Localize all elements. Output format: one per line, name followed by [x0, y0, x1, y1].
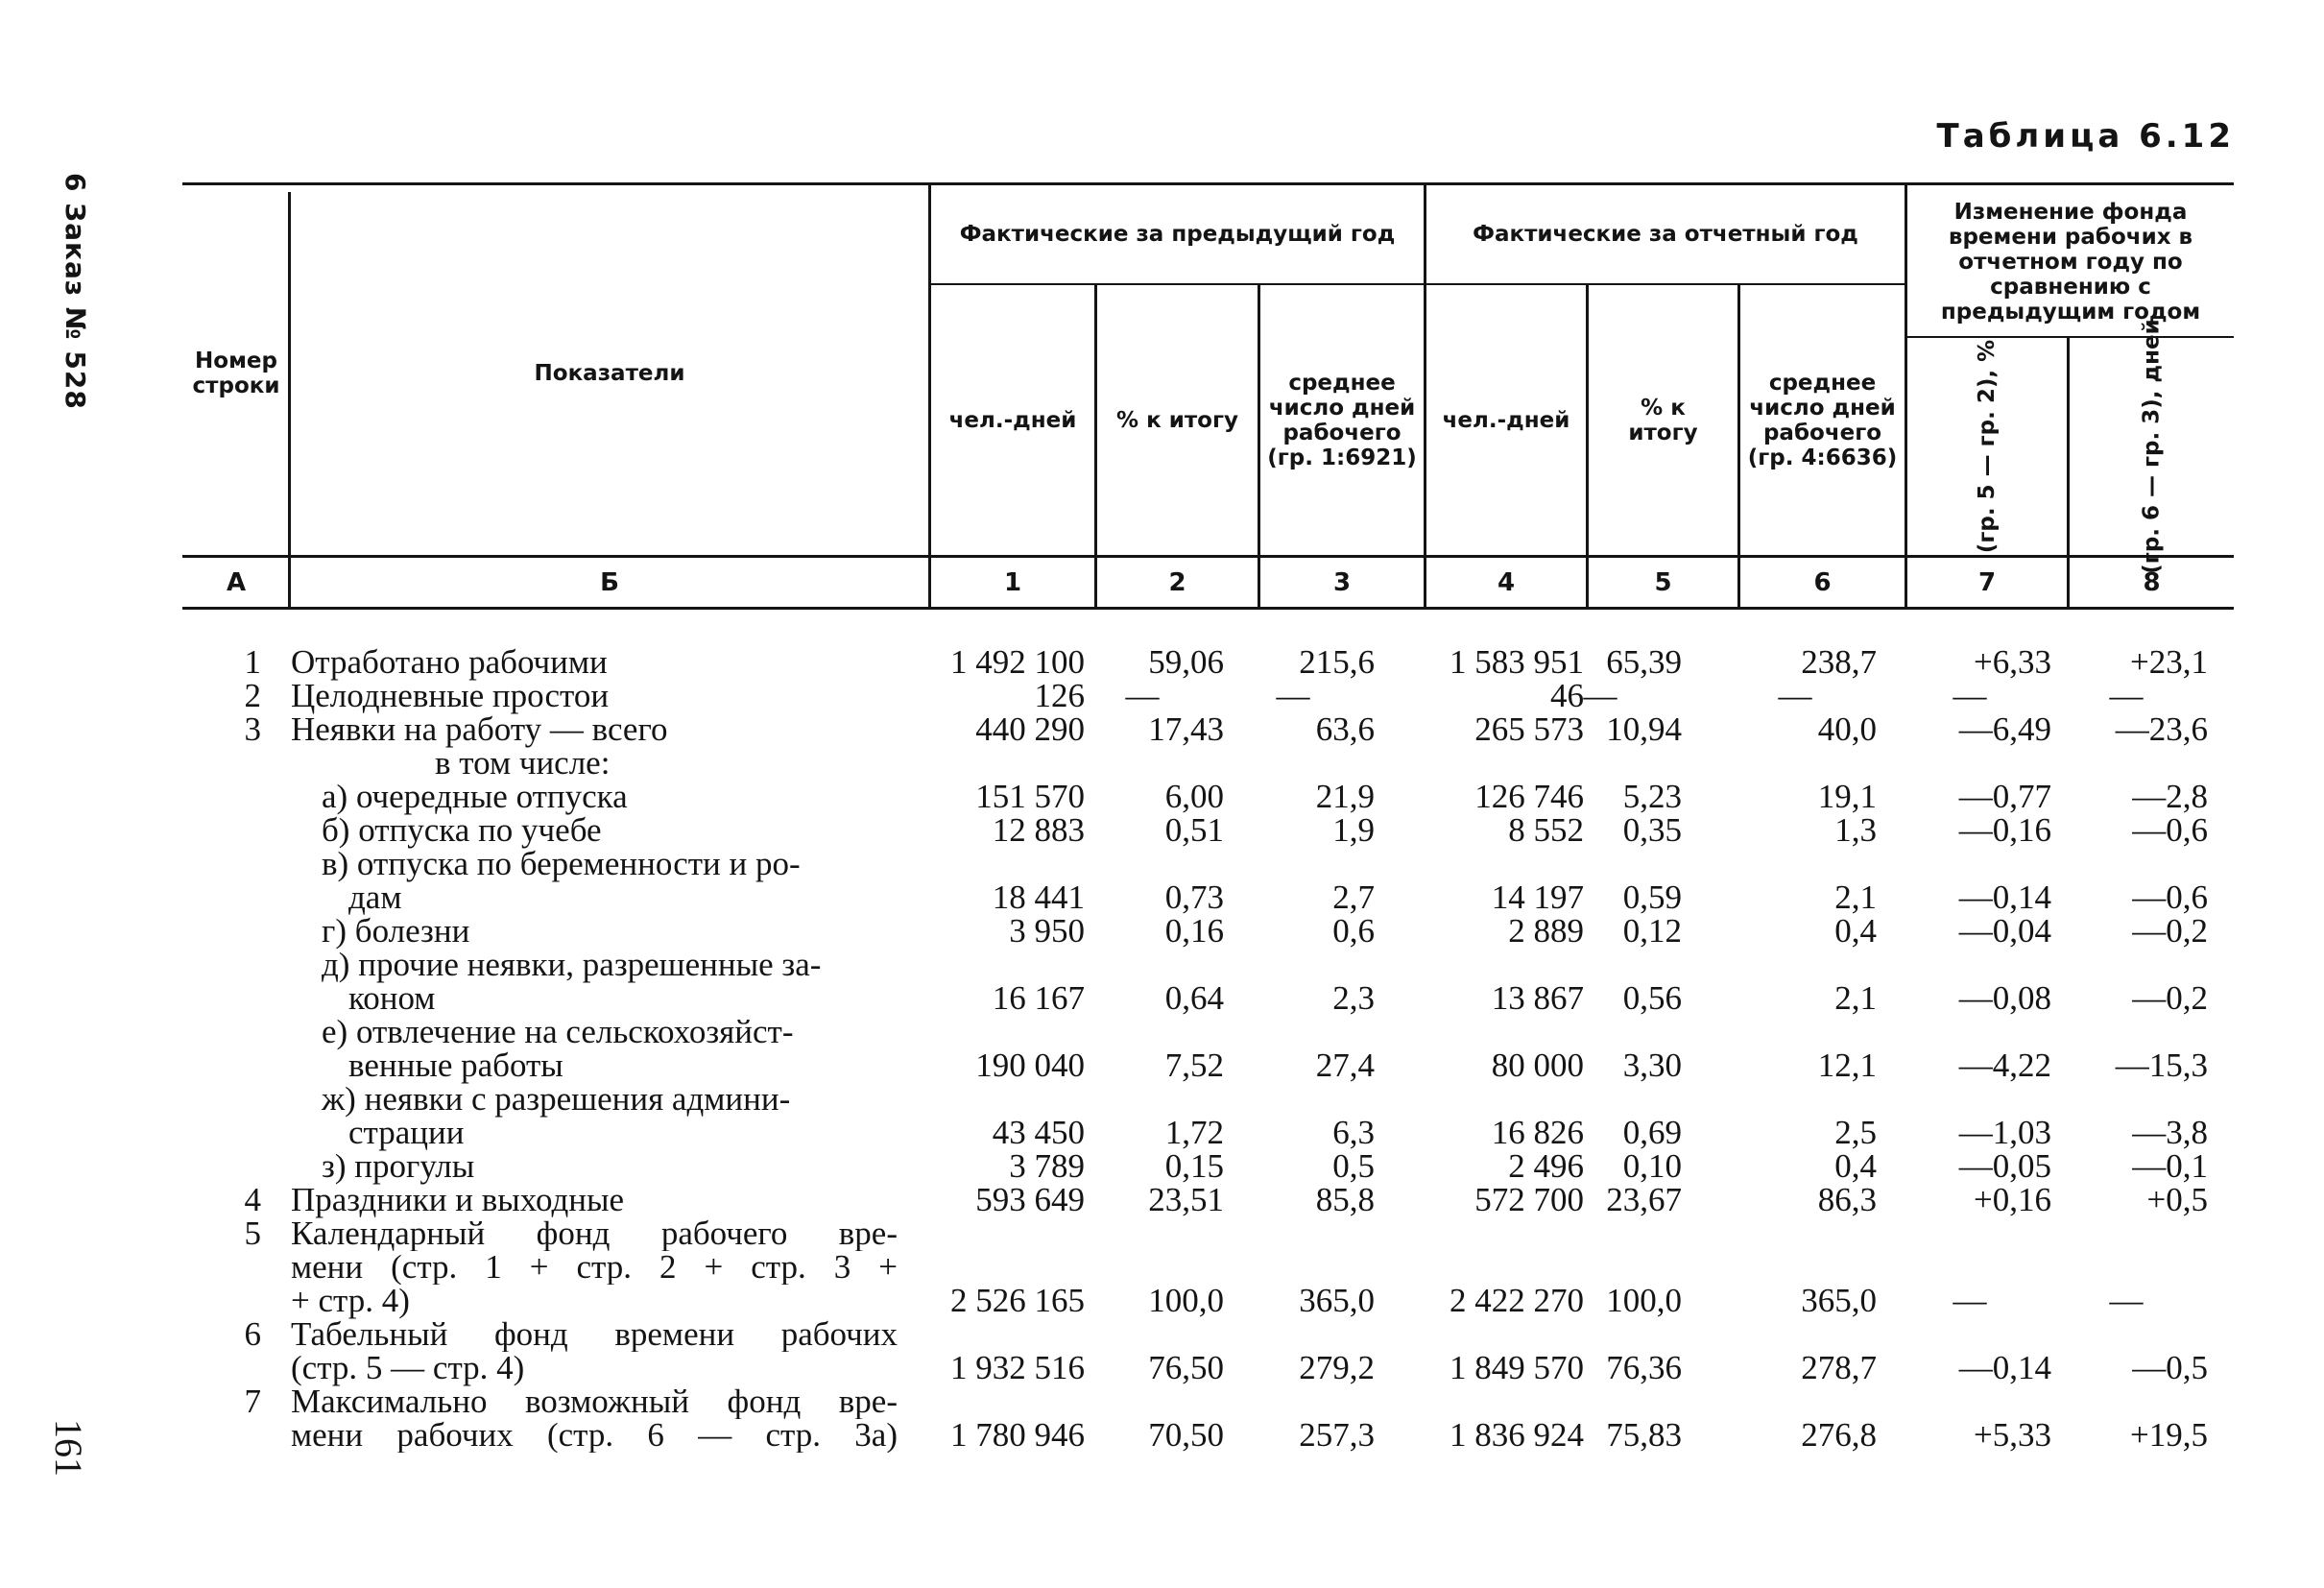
table-cell: 8 552: [1508, 811, 1584, 849]
table-cell: —: [1125, 677, 1160, 714]
table-cell: 43 450: [992, 1114, 1085, 1151]
table-cell: 0,4: [1834, 1147, 1877, 1185]
table-cell: 85,8: [1315, 1181, 1375, 1218]
table-cell: 1,9: [1332, 811, 1375, 849]
table-cell: 86,3: [1817, 1181, 1877, 1218]
table-cell: +5,33: [1974, 1416, 2051, 1454]
table-cell: 23,67: [1606, 1181, 1682, 1218]
table-cell: —23,6: [2115, 710, 2208, 748]
table-cell: +19,5: [2130, 1416, 2208, 1454]
table-cell: —: [1953, 677, 1987, 714]
table-cell: —2,8: [2132, 778, 2208, 815]
table-cell: 1 492 100: [950, 643, 1085, 681]
table-cell: 593 649: [975, 1181, 1085, 1218]
table-cell: +0,5: [2146, 1181, 2208, 1218]
column-number: 5: [1654, 567, 1672, 597]
table-cell: 6,3: [1332, 1114, 1375, 1151]
table-cell: 100,0: [1148, 1282, 1224, 1319]
table-cell: 1,72: [1164, 1114, 1224, 1151]
table-cell: 1 583 951: [1450, 643, 1584, 681]
table-cell: —0,6: [2132, 878, 2208, 916]
table-cell: —0,14: [1958, 878, 2051, 916]
table-cell: 1 780 946: [950, 1416, 1085, 1454]
table-cell: —: [1276, 677, 1310, 714]
row-number: 2: [244, 677, 261, 714]
table-cell: 126: [1034, 677, 1085, 714]
table-cell: —4,22: [1958, 1047, 2051, 1084]
table-cell: 0,59: [1622, 878, 1682, 916]
table-cell: 80 000: [1491, 1047, 1584, 1084]
table-cell: 12 883: [992, 811, 1085, 849]
table-cell: —: [2109, 677, 2144, 714]
table-cell: 17,43: [1148, 710, 1224, 748]
table-cell: —: [2109, 1282, 2144, 1319]
table-cell: 276,8: [1801, 1416, 1877, 1454]
header-prev-year: Фактические за предыдущий год: [959, 221, 1396, 247]
table-cell: 365,0: [1299, 1282, 1375, 1319]
header-col-4: чел.-дней: [1442, 407, 1570, 433]
column-number: 8: [2143, 567, 2161, 597]
table-cell: 16 167: [992, 979, 1085, 1017]
column-number: 3: [1332, 567, 1352, 597]
table-cell: +0,16: [1974, 1181, 2051, 1218]
table-cell: 440 290: [975, 710, 1085, 748]
table-cell: 238,7: [1801, 643, 1877, 681]
table-cell: —15,3: [2115, 1047, 2208, 1084]
header-col-6: среднее число дней рабочего (гр. 4:6636): [1747, 370, 1898, 470]
table-cell: 279,2: [1299, 1349, 1375, 1386]
table-cell: 27,4: [1315, 1047, 1375, 1084]
row-label: ж) неявки с разрешения админи-: [322, 1080, 791, 1118]
table-cell: —0,16: [1958, 811, 2051, 849]
table-cell: —: [1778, 677, 1812, 714]
header-col-5: % к итогу: [1628, 395, 1698, 445]
table-cell: 21,9: [1315, 778, 1375, 815]
table-cell: 0,15: [1164, 1147, 1224, 1185]
table-cell: 40,0: [1817, 710, 1877, 748]
table-cell: 2,7: [1332, 878, 1375, 916]
row-number: 7: [244, 1383, 261, 1420]
table-cell: —0,2: [2132, 912, 2208, 950]
header-col-3: среднее число дней рабочего (гр. 1:6921): [1267, 370, 1417, 470]
table-cell: 2 422 270: [1450, 1282, 1584, 1319]
row-label: венные работы: [348, 1047, 563, 1084]
table-cell: 1 849 570: [1450, 1349, 1584, 1386]
column-number: 2: [1168, 567, 1186, 597]
column-number: Б: [600, 567, 619, 597]
table-cell: 0,12: [1622, 912, 1682, 950]
table-cell: —0,14: [1958, 1349, 2051, 1386]
table-cell: 215,6: [1299, 643, 1375, 681]
row-number: 1: [244, 643, 261, 681]
table-cell: 3 950: [1009, 912, 1085, 950]
table-cell: —0,2: [2132, 979, 2208, 1017]
table-cell: 3 789: [1009, 1147, 1085, 1185]
table-cell: 2 526 165: [950, 1282, 1085, 1319]
table-cell: 19,1: [1817, 778, 1877, 815]
table-cell: 0,56: [1622, 979, 1682, 1017]
header-change: Изменение фонда времени рабочих в отчетном году по сравнению с предыдущим годом: [1940, 200, 2201, 325]
table-cell: 126 746: [1474, 778, 1584, 815]
table-cell: —0,1: [2132, 1147, 2208, 1185]
table-cell: 2 889: [1508, 912, 1584, 950]
table-cell: 2,3: [1332, 979, 1375, 1017]
table-cell: —: [1583, 677, 1617, 714]
table-cell: 257,3: [1299, 1416, 1375, 1454]
table-cell: 278,7: [1801, 1349, 1877, 1386]
header-col-1: чел.-дней: [948, 407, 1077, 433]
table-cell: 3,30: [1622, 1047, 1682, 1084]
row-label: дам: [348, 878, 402, 916]
column-number: 1: [1003, 567, 1022, 597]
table-cell: —0,6: [2132, 811, 2208, 849]
table-cell: —: [1953, 1282, 1987, 1319]
table-cell: 0,6: [1332, 912, 1375, 950]
table-cell: 0,5: [1332, 1147, 1375, 1185]
row-label: мени (стр. 1 + стр. 2 + стр. 3 +: [291, 1250, 898, 1285]
row-label: а) очередные отпуска: [322, 778, 628, 815]
column-number: А: [226, 567, 247, 597]
table-cell: 76,36: [1606, 1349, 1682, 1386]
column-number: 6: [1813, 567, 1832, 597]
table-cell: —6,49: [1958, 710, 2051, 748]
table-cell: 190 040: [975, 1047, 1085, 1084]
table-cell: —0,04: [1958, 912, 2051, 950]
table-cell: +23,1: [2130, 643, 2208, 681]
header-indicators: Показатели: [534, 361, 685, 386]
table-cell: —0,05: [1958, 1147, 2051, 1185]
table-cell: 100,0: [1606, 1282, 1682, 1319]
table-cell: 2,5: [1834, 1114, 1877, 1151]
row-label: Отработано рабочими: [291, 643, 608, 681]
header-row-number: Номер строки: [192, 349, 280, 398]
table-cell: 0,64: [1164, 979, 1224, 1017]
row-number: 6: [244, 1315, 261, 1353]
table-cell: 1 836 924: [1450, 1416, 1584, 1454]
table-cell: 2,1: [1834, 979, 1877, 1017]
row-label: д) прочие неявки, разрешенные за-: [322, 946, 822, 983]
table-cell: 7,52: [1164, 1047, 1224, 1084]
table-cell: 0,16: [1164, 912, 1224, 950]
table-cell: 0,35: [1622, 811, 1682, 849]
table-cell: 5,23: [1622, 778, 1682, 815]
row-number: 4: [244, 1181, 261, 1218]
table-cell: 13 867: [1491, 979, 1584, 1017]
row-label: мени рабочих (стр. 6 — стр. 3а): [291, 1418, 898, 1453]
table-cell: 16 826: [1491, 1114, 1584, 1151]
table-cell: 6,00: [1164, 778, 1224, 815]
table-title: Таблица 6.12: [1936, 117, 2235, 156]
row-label: б) отпуска по учебе: [322, 811, 602, 849]
table-cell: 63,6: [1315, 710, 1375, 748]
colnum-bottom-rule: [182, 607, 2234, 610]
order-stamp: 6 Заказ № 528: [60, 173, 91, 410]
table-cell: 10,94: [1606, 710, 1682, 748]
table-cell: 1 932 516: [950, 1349, 1085, 1386]
page-number: 161: [47, 1419, 90, 1477]
row-label: в том числе:: [435, 744, 611, 782]
table-cell: 0,4: [1834, 912, 1877, 950]
table-cell: 0,73: [1164, 878, 1224, 916]
table-cell: —1,03: [1958, 1114, 2051, 1151]
header-col-2: % к итогу: [1116, 407, 1238, 433]
table-cell: 2 496: [1508, 1147, 1584, 1185]
row-label: коном: [348, 979, 436, 1017]
table-cell: 1,3: [1834, 811, 1877, 849]
table-cell: 65,39: [1606, 643, 1682, 681]
row-label: Табельный фонд времени рабочих: [291, 1317, 898, 1352]
table-cell: 365,0: [1801, 1282, 1877, 1319]
table-cell: 0,51: [1164, 811, 1224, 849]
row-label: г) болезни: [322, 912, 470, 950]
table-cell: 2,1: [1834, 878, 1877, 916]
table-cell: 572 700: [1474, 1181, 1584, 1218]
row-label: страции: [348, 1114, 465, 1151]
table-cell: —0,5: [2132, 1349, 2208, 1386]
table-cell: —3,8: [2132, 1114, 2208, 1151]
row-label: е) отвлечение на сельскохозяйст-: [322, 1013, 794, 1050]
header-col-7: (гр. 5 — гр. 2), %: [1975, 339, 2001, 554]
header-col-8: (гр. 6 — гр. 3), дней: [2139, 319, 2165, 574]
table-cell: 0,69: [1622, 1114, 1682, 1151]
column-number: 4: [1497, 567, 1516, 597]
row-label: (стр. 5 — стр. 4): [291, 1349, 525, 1386]
table-cell: 12,1: [1817, 1047, 1877, 1084]
table-cell: —0,77: [1958, 778, 2051, 815]
table-cell: 0,10: [1622, 1147, 1682, 1185]
row-number: 3: [244, 710, 261, 748]
table-cell: 46: [1550, 677, 1584, 714]
row-label: + стр. 4): [291, 1282, 410, 1319]
table-cell: 14 197: [1491, 878, 1584, 916]
table-cell: 23,51: [1148, 1181, 1224, 1218]
table-cell: 70,50: [1148, 1416, 1224, 1454]
table-cell: 265 573: [1474, 710, 1584, 748]
row-label: в) отпуска по беременности и ро-: [322, 845, 801, 882]
table-cell: —0,08: [1958, 979, 2051, 1017]
table-cell: 18 441: [992, 878, 1085, 916]
row-label: Календарный фонд рабочего вре-: [291, 1216, 898, 1251]
row-label: Праздники и выходные: [291, 1181, 625, 1218]
table-cell: 76,50: [1148, 1349, 1224, 1386]
table-cell: 151 570: [975, 778, 1085, 815]
table-cell: +6,33: [1974, 643, 2051, 681]
table-cell: 75,83: [1606, 1416, 1682, 1454]
row-label: Целодневные простои: [291, 677, 610, 714]
row-number: 5: [244, 1215, 261, 1252]
column-number: 7: [1977, 567, 1997, 597]
row-label: Максимально возможный фонд вре-: [291, 1384, 898, 1419]
row-label: Неявки на работу — всего: [291, 710, 668, 748]
table-cell: 59,06: [1148, 643, 1224, 681]
row-label: з) прогулы: [322, 1147, 475, 1185]
header-report-year: Фактические за отчетный год: [1473, 221, 1858, 247]
